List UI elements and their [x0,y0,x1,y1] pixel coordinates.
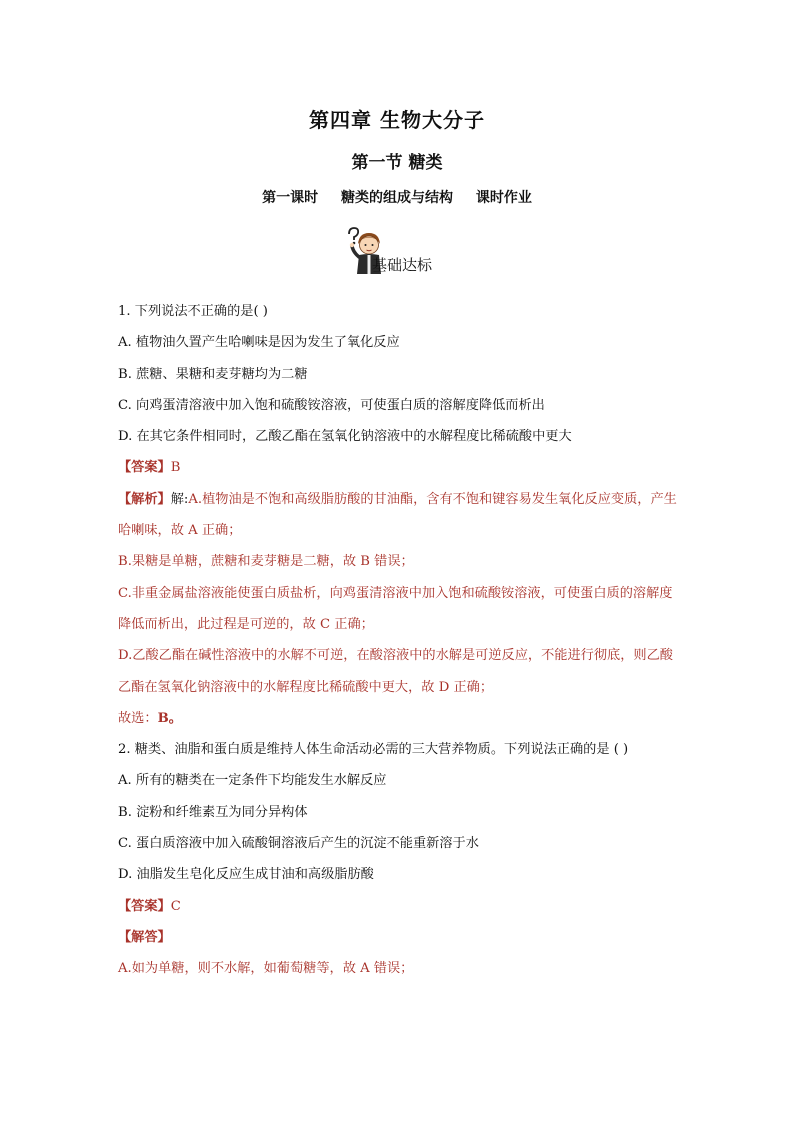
q1-analysis-tag: 【解析】 [118,491,171,507]
lesson-homework: 课时作业 [475,190,532,206]
question-list [118,296,680,985]
q1-answer [118,452,680,483]
basics-badge-label: 基础达标 [372,256,433,274]
q1-answer-tag: 【答案】 [118,460,171,476]
q1-choose-value: B。 [157,710,182,726]
q2-analysis-a: A.如为单糖，则不水解，如葡萄糖等，故 A 错误； [118,961,414,977]
q1-answer-value: B [170,460,181,476]
lesson-period: 第一课时 [262,190,319,206]
q1-option-d: D. 在其它条件相同时，乙酸乙酯在氢氧化钠溶液中的水解程度比稀硫酸中更大 [118,429,572,445]
lesson-topic: 糖类的组成与结构 [341,190,453,206]
q1-analysis-c: C.非重金属盐溶液能使蛋白质盐析，向鸡蛋清溶液中加入饱和硫酸铵溶液，可使蛋白质的溶解度降低而析出，此过程是可逆的，故 C 正确； [118,585,673,632]
q1-choose [118,703,680,734]
section-title: 第一节 糖类 [351,153,443,173]
q2-answer [118,891,680,922]
q1-analysis-1 [118,484,680,547]
q1-analysis-d: D.乙酸乙酯在碱性溶液中的水解不可逆，在酸溶液中的水解是可逆反应，不能进行彻底，则乙酸乙酯在氢氧化钠溶液中的水解程度比稀硫酸中更大，故 D 正确； [118,648,673,695]
q1-analysis-a: A.植物油是不饱和高级脂肪酸的甘油酯，含有不饱和键容易发生氧化反应变质，产生哈喇味，故 A 正确； [118,491,677,539]
q1-option-b: B. 蔗糖、果糖和麦芽糖均为二糖 [118,366,308,382]
q2-option-a: A. 所有的糖类在一定条件下均能发生水解反应 [118,773,387,789]
q1-option-a: A. 植物油久置产生哈喇味是因为发生了氧化反应 [118,335,400,351]
q2-analysis-heading [118,922,680,953]
q2-option-c: C. 蛋白质溶液中加入硫酸铜溶液后产生的沉淀不能重新溶于水 [118,836,479,852]
q2-answer-value: C [170,898,181,914]
q1-option-c: C. 向鸡蛋清溶液中加入饱和硫酸铵溶液，可使蛋白质的溶解度降低而析出 [118,397,545,413]
chapter-title: 第四章 生物大分子 [309,108,485,132]
q2-answer-tag: 【答案】 [118,898,171,914]
q2-option-d: D. 油脂发生皂化反应生成甘油和高级脂肪酸 [118,867,374,883]
q2-stem: 2. 糖类、油脂和蛋白质是维持人体生命活动必需的三大营养物质。下列说法正确的是 ( ) [118,742,629,758]
basics-badge [345,224,475,276]
q2-analysis-tag: 【解答】 [118,929,171,945]
q1-analysis-lead: 解: [170,491,189,507]
q1-choose-lead: 故选： [118,710,158,726]
lesson-title [0,187,794,207]
q1-analysis-b: B.果糖是单糖，蔗糖和麦芽糖是二糖，故 B 错误； [118,554,414,570]
q1-stem: 1. 下列说法不正确的是( ) [118,304,268,319]
q2-option-b: B. 淀粉和纤维素互为同分异构体 [118,804,308,820]
